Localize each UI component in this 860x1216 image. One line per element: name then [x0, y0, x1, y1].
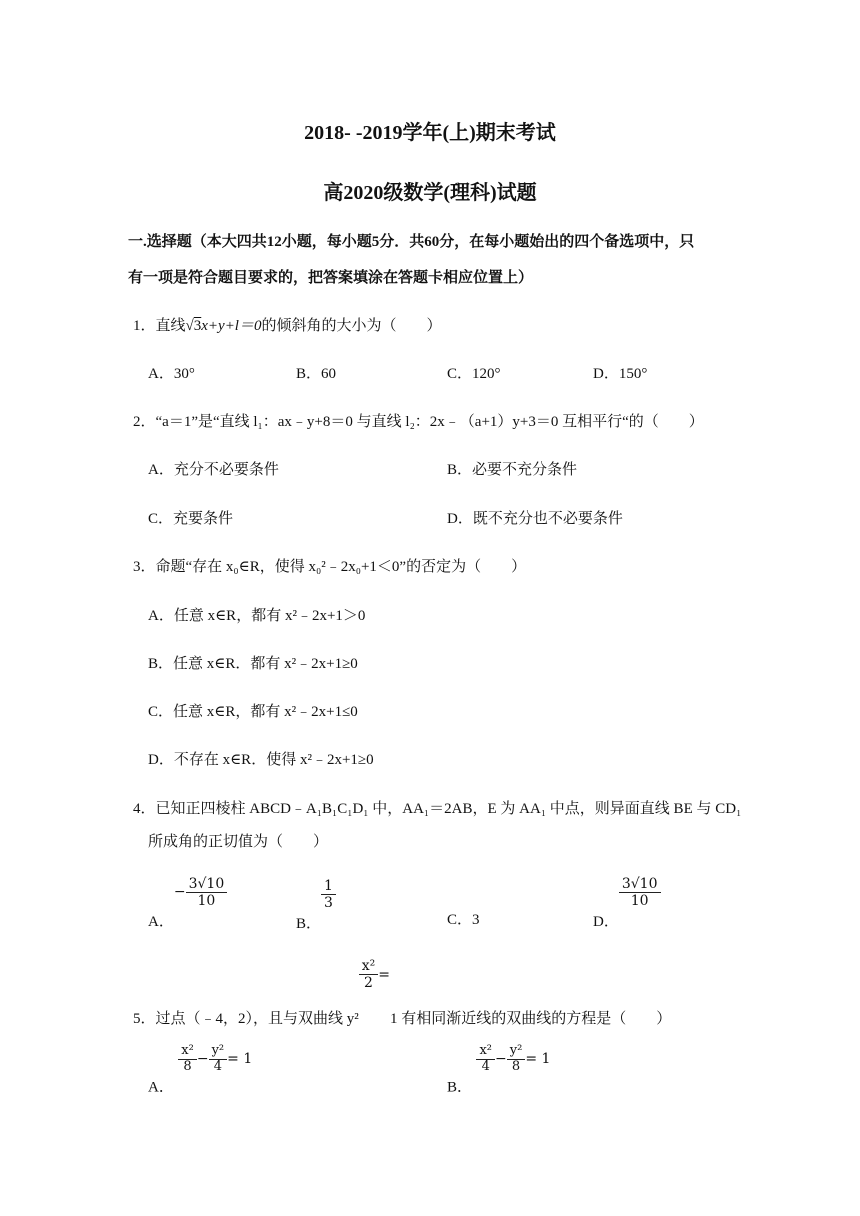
- q3-option-d: D．不存在 x∈R．使得 x²﹣2x+1≥0: [148, 752, 374, 768]
- question-3-stem: 3．命题“存在 x₀∈R，使得 x₀²﹣2x₀+1＜0”的否定为（ ）: [133, 559, 527, 575]
- q5-option-a-label: A．: [148, 1079, 174, 1096]
- fraction: $\frac{3√10}{10}$: [619, 876, 661, 909]
- q4-option-d-label: D．: [593, 914, 619, 931]
- q2-option-b: B．必要不充分条件: [447, 462, 578, 478]
- q1-equation: x+y+l＝0: [201, 318, 262, 334]
- q5-option-a: [148, 1044, 252, 1096]
- q5-prefix: 5．过点（﹣4，2），且与双曲线 y²: [133, 1011, 359, 1028]
- q3-option-b: B．任意 x∈R．都有 x²﹣2x+1≥0: [148, 656, 358, 672]
- q1-prefix: 1．直线: [133, 318, 186, 334]
- q2-option-d: D．既不充分也不必要条件: [447, 511, 623, 527]
- q3-option-c: C．任意 x∈R，都有 x²﹣2x+1≤0: [148, 704, 358, 720]
- exam-subtitle: 高2020级数学(理科)试题: [323, 182, 537, 204]
- question-2-stem: 2．“a＝1”是“直线 l₁：ax﹣y+8＝0 与直线 l₂：2x﹣（a+1）y+3＝0 互相平行“的（ ）: [133, 414, 704, 430]
- q4-option-b-label: B．: [296, 916, 322, 933]
- q1-option-a: A．30°: [148, 366, 195, 382]
- q1-option-b: B．60: [296, 366, 337, 382]
- q4-option-b: [296, 878, 336, 933]
- q4-option-d: [593, 876, 661, 931]
- q1-option-c: C．120°: [447, 366, 501, 382]
- question-5-stem: [133, 958, 671, 1028]
- q2-option-c: C．充要条件: [148, 511, 234, 527]
- q2-option-a: A．充分不必要条件: [148, 462, 279, 478]
- q5-option-b: [447, 1044, 550, 1096]
- exam-title: 2018- -2019学年(上)期末考试: [304, 122, 556, 144]
- question-4-stem-line2: 所成角的正切值为（ ）: [148, 834, 329, 850]
- q5-option-a-equation: $\frac{\text{x²}}{8}$ − $\frac{\text{y²}}{4}$ = 1: [174, 1051, 252, 1067]
- section-instructions-line1: 一.选择题（本大四共12小题，每小题5分．共60分，在每小题始出的四个备选项中，只: [128, 234, 695, 250]
- question-4-stem-line1: 4．已知正四棱柱 ABCD﹣A₁B₁C₁D₁ 中，AA₁＝2AB，E 为 AA₁ 中点，则异面直线 BE 与 CD₁: [133, 801, 742, 817]
- fraction: $\frac{1}{3}$: [321, 878, 336, 911]
- q4-option-a: [148, 876, 227, 931]
- q4-option-a-label: A．: [148, 914, 174, 931]
- q4-option-c: C．3: [447, 912, 480, 928]
- question-1-stem: [133, 314, 442, 335]
- section-instructions-line2: 有一项是符合题目要求的，把答案填涂在答题卡相应位置上）: [128, 270, 534, 286]
- q5-option-b-label: B．: [447, 1079, 473, 1096]
- minus-sign: −: [173, 884, 186, 901]
- fraction: $\frac{3√10}{10}$: [186, 876, 228, 909]
- fraction: $\frac{\text{x²}}{2}$: [359, 958, 379, 991]
- q5-suffix: 1 有相同渐近线的双曲线的方程是（ ）: [390, 1011, 672, 1028]
- sqrt-symbol: √3: [185, 318, 202, 334]
- q3-option-a: A．任意 x∈R，都有 x²﹣2x+1＞0: [148, 608, 366, 624]
- q1-suffix: 的倾斜角的大小为（ ）: [261, 318, 442, 334]
- q5-option-b-equation: $\frac{\text{x²}}{4}$ − $\frac{\text{y²}}{8}$ = 1: [472, 1051, 550, 1067]
- q1-option-d: D．150°: [593, 366, 648, 382]
- equals-sign: =: [378, 967, 390, 984]
